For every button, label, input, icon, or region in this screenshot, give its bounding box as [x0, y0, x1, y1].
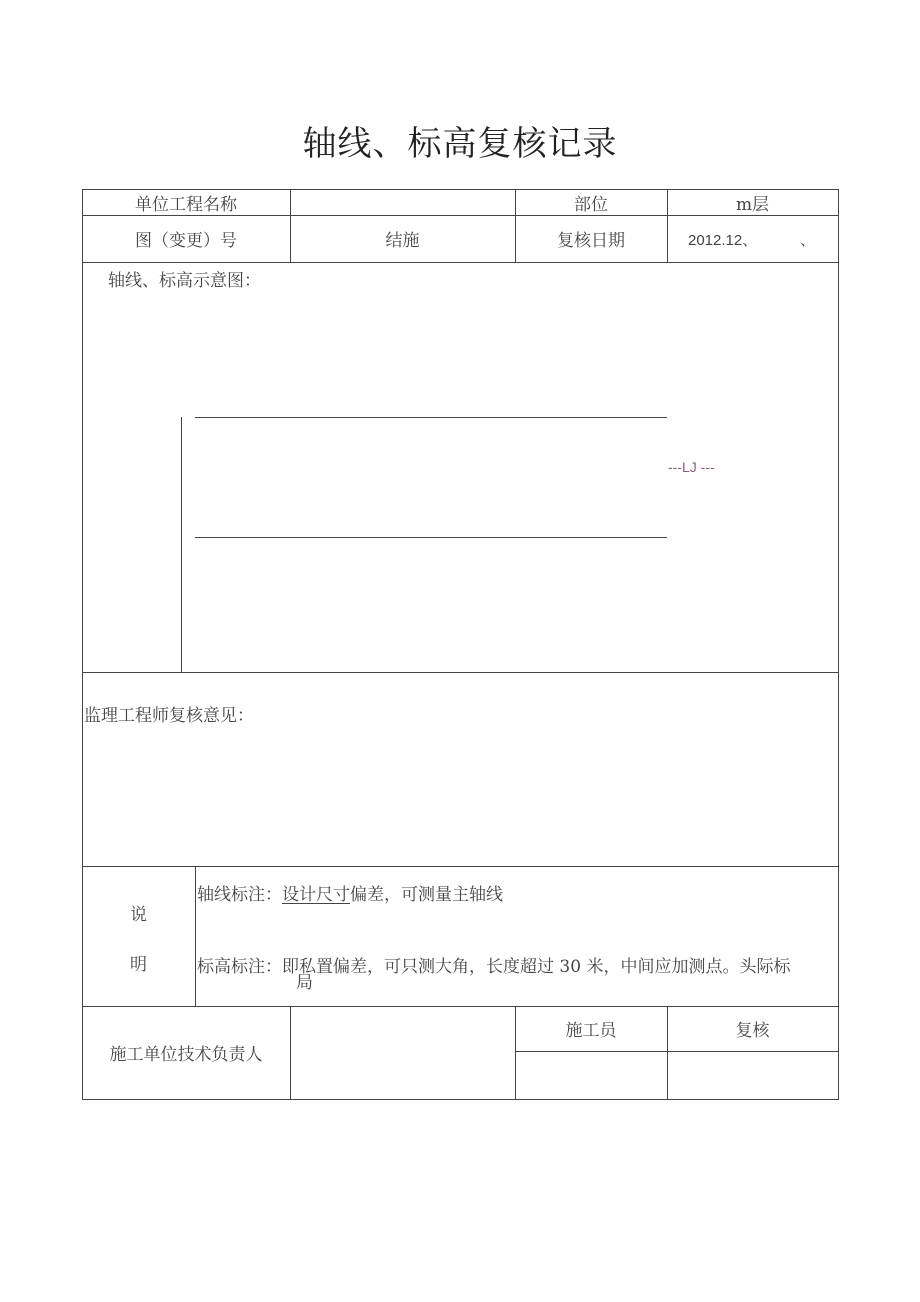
check-date-label: 复核日期 [557, 231, 625, 251]
part-value: m层 [735, 194, 770, 215]
table-line [82, 189, 83, 1099]
page-title: 轴线、标高复核记录 [302, 124, 618, 164]
notes-side-label-1: 说 [130, 905, 147, 925]
diagram-label: 轴线、标高示意图： [108, 271, 261, 291]
tech-lead-signature [290, 1006, 515, 1099]
unit-name-value [290, 189, 515, 215]
supervisor-opinion-label: 监理工程师复核意见： [84, 706, 254, 726]
check-date-value: 2012.12、 [688, 232, 758, 249]
elevation-note-line1: 标高标注：即私置偏差，可只测大角，长度超过 30 米，中间应加测点。头际标 [197, 957, 791, 977]
axis-note [197, 880, 503, 905]
table-line [82, 672, 839, 673]
axis-note-rest: 偏差，可测量主轴线 [350, 885, 503, 905]
axis-note-prefix: 轴线标注： [197, 885, 282, 905]
unit-name-label: 单位工程名称 [135, 194, 237, 215]
check-date-suffix: 、 [800, 232, 816, 249]
table-line [82, 1099, 839, 1100]
table-line [838, 189, 839, 1099]
axis-line-vertical [181, 417, 182, 672]
table-line [195, 866, 196, 1006]
axis-note-underlined: 设计尺寸 [282, 885, 350, 905]
elevation-note-line2: 局 [296, 973, 313, 993]
tech-lead-label: 施工单位技术负责人 [109, 1045, 263, 1065]
drawing-no-label: 图（变更）号 [135, 231, 237, 251]
constructor-label: 施工员 [565, 1021, 617, 1041]
table-line [82, 262, 839, 263]
notes-side-label-2: 明 [130, 955, 147, 975]
drawing-no-value: 结施 [385, 231, 420, 251]
part-label: 部位 [574, 194, 608, 215]
reviewer-label: 复核 [735, 1021, 770, 1041]
axis-line-bottom [195, 537, 667, 538]
axis-line-top [195, 417, 667, 418]
axis-mark-label: ---LJ --- [668, 459, 715, 475]
table-line [515, 1051, 839, 1052]
